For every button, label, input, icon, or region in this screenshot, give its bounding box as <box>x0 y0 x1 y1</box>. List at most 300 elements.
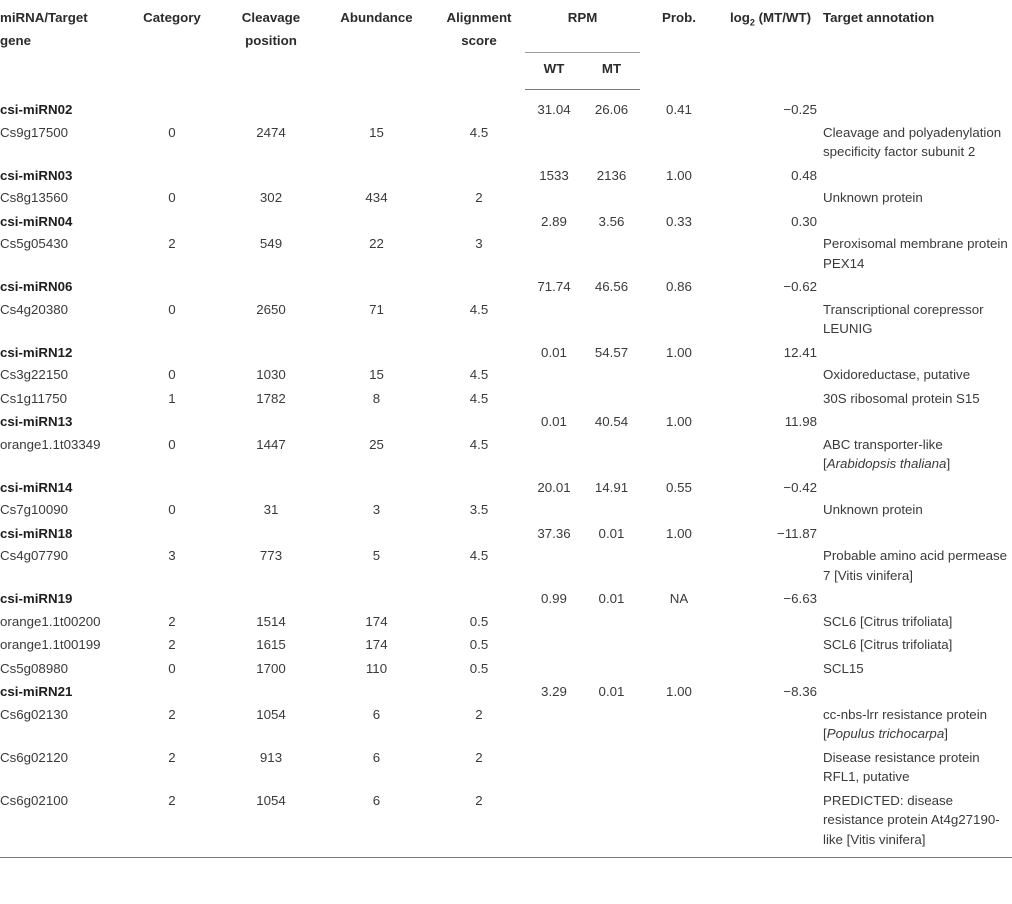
log2-ratio-value: −0.62 <box>783 279 817 294</box>
empty-cell <box>640 432 718 475</box>
target-gene-row <box>0 632 1012 656</box>
empty-cell <box>583 702 640 745</box>
rpm-wt-value: 1533 <box>539 167 569 183</box>
target-annotation-value <box>823 297 1012 340</box>
category-value: 2 <box>122 788 222 858</box>
target-gene-row <box>0 702 1012 745</box>
abundance-value: 434 <box>365 190 388 205</box>
empty-cell <box>640 543 718 586</box>
empty-cell <box>823 274 1012 297</box>
header-cleavage-position: Cleavage position <box>241 10 301 48</box>
category-value: 0 <box>168 301 176 317</box>
abundance-value: 25 <box>369 436 384 452</box>
empty-cell <box>122 163 222 186</box>
table-header <box>0 0 1012 90</box>
header-mirna-target: miRNA/Target gene <box>0 10 88 48</box>
cleavage-position-value: 1514 <box>256 613 286 629</box>
header-log2-ratio: $\log_2 (MT/WT)$ <box>729 10 812 28</box>
empty-cell <box>640 231 718 274</box>
target-gene-row <box>0 543 1012 586</box>
target-gene-id: Cs6g02130 <box>0 706 69 722</box>
alignment-score-value: 2 <box>433 788 525 858</box>
target-gene-row <box>0 432 1012 475</box>
target-gene-id: Cs9g17500 <box>0 124 69 140</box>
alignment-score-value: 3 <box>475 236 483 251</box>
target-annotation-value <box>823 609 1012 633</box>
empty-cell <box>433 475 525 498</box>
empty-cell <box>718 362 823 386</box>
empty-cell <box>718 702 823 745</box>
mirna-name: csi-miRN04 <box>0 213 73 229</box>
target-gene-row <box>0 497 1012 521</box>
rpm-wt-value: 0.99 <box>541 591 567 606</box>
empty-cell <box>320 679 433 702</box>
annotation-text: SCL6 [Citrus trifoliata] <box>823 613 953 629</box>
empty-cell <box>823 340 1012 363</box>
rpm-mt-value: 0.01 <box>598 591 625 606</box>
empty-cell <box>320 475 433 498</box>
empty-cell <box>525 297 583 340</box>
rpm-mt-value: 26.06 <box>594 102 629 117</box>
mirna-name: csi-miRN03 <box>0 167 73 183</box>
mirna-group-row <box>0 90 1012 120</box>
empty-cell <box>525 543 583 586</box>
empty-cell <box>718 231 823 274</box>
abundance-value: 5 <box>372 548 381 563</box>
cleavage-position-value: 31 <box>263 502 279 517</box>
annotation-text: Unknown protein <box>823 502 923 517</box>
mirna-name: csi-miRN02 <box>0 101 73 117</box>
mirna-group-row <box>0 340 1012 363</box>
empty-cell <box>122 90 222 120</box>
empty-cell <box>433 163 525 186</box>
target-annotation-value <box>823 497 1012 521</box>
rpm-wt-value: 0.01 <box>541 414 567 429</box>
empty-cell <box>222 679 320 702</box>
empty-cell <box>823 209 1012 232</box>
empty-cell <box>525 656 583 680</box>
category-value: 0 <box>168 124 176 140</box>
target-annotation-value <box>823 656 1012 680</box>
alignment-score-value: 2 <box>475 706 483 722</box>
prob-value: 1.00 <box>666 525 692 541</box>
annotation-text: Transcriptional corepressor LEUNIG <box>823 301 984 336</box>
alignment-score-value: 4.5 <box>469 436 489 452</box>
empty-cell <box>222 209 320 232</box>
empty-cell <box>525 702 583 745</box>
annotation-text: Cleavage and polyadenylation specificity factor subunit 2 <box>823 124 1002 159</box>
header-alignment-score: Alignment score <box>446 10 512 48</box>
alignment-score-value: 2 <box>475 749 483 765</box>
target-gene-row <box>0 231 1012 274</box>
empty-cell <box>525 632 583 656</box>
empty-cell <box>320 586 433 609</box>
empty-cell <box>583 543 640 586</box>
empty-cell <box>525 432 583 475</box>
abundance-value: 3 <box>372 502 381 517</box>
abundance-value: 110 <box>365 660 388 676</box>
empty-cell <box>320 521 433 544</box>
target-gene-id: Cs5g05430 <box>0 236 69 251</box>
target-gene-row <box>0 656 1012 680</box>
mirna-name: csi-miRN19 <box>0 591 73 606</box>
target-annotation-value <box>823 745 1012 788</box>
empty-cell <box>583 656 640 680</box>
empty-cell <box>640 120 718 163</box>
prob-value: 1.00 <box>666 684 692 699</box>
header-prob: Prob. <box>662 10 696 25</box>
table-body <box>0 90 1012 858</box>
empty-cell <box>320 274 433 297</box>
empty-cell <box>222 521 320 544</box>
abundance-value: 6 <box>320 788 433 858</box>
mirna-group-row <box>0 679 1012 702</box>
category-value: 1 <box>168 390 176 406</box>
empty-cell <box>122 340 222 363</box>
log2-ratio-value: −0.42 <box>783 479 817 495</box>
empty-cell <box>583 632 640 656</box>
empty-cell <box>718 185 823 209</box>
rpm-wt-value: 31.04 <box>537 102 571 117</box>
target-gene-id: Cs1g11750 <box>0 390 68 406</box>
annotation-closing: ] <box>946 456 951 471</box>
empty-cell <box>718 432 823 475</box>
target-annotation-value <box>823 788 1012 858</box>
empty-cell <box>583 609 640 633</box>
header-wt: WT <box>525 53 583 90</box>
alignment-score-value: 0.5 <box>469 660 489 676</box>
prob-value: 0.41 <box>666 101 692 117</box>
cleavage-position-value: 2650 <box>256 301 286 317</box>
mirna-name: csi-miRN06 <box>0 279 73 294</box>
log2-ratio-value: 0.30 <box>791 213 817 229</box>
mirna-group-row <box>0 475 1012 498</box>
empty-cell <box>583 120 640 163</box>
cleavage-position-value: 1615 <box>256 637 286 652</box>
cleavage-position-value: 1054 <box>256 706 286 722</box>
target-annotation-value <box>823 231 1012 274</box>
log2-ratio-value: −6.63 <box>783 591 817 606</box>
empty-cell <box>640 745 718 788</box>
empty-cell <box>718 609 823 633</box>
empty-cell <box>433 209 525 232</box>
prob-value: 1.00 <box>666 167 692 183</box>
empty-cell <box>122 209 222 232</box>
prob-value: 0.86 <box>666 279 692 294</box>
cleavage-position-value: 1700 <box>256 660 286 676</box>
rpm-wt-value: 37.36 <box>537 525 571 541</box>
empty-cell <box>222 163 320 186</box>
target-gene-id: orange1.1t00200 <box>0 613 101 629</box>
target-gene-id: orange1.1t03349 <box>0 436 101 452</box>
log2-ratio-value: 11.98 <box>784 414 817 429</box>
empty-cell <box>583 362 640 386</box>
alignment-score-value: 0.5 <box>469 637 489 652</box>
annotation-text: cc-nbs-lrr resistance protein [ <box>823 706 988 741</box>
empty-cell <box>320 209 433 232</box>
empty-cell <box>640 297 718 340</box>
target-gene-row <box>0 386 1012 410</box>
category-value: 3 <box>168 548 176 563</box>
prob-value: 1.00 <box>666 414 692 429</box>
empty-cell <box>222 90 320 120</box>
cleavage-position-value: 1054 <box>222 788 320 858</box>
empty-cell <box>640 656 718 680</box>
empty-cell <box>222 274 320 297</box>
annotation-text: SCL15 <box>823 660 864 676</box>
target-annotation-value <box>823 362 1012 386</box>
mirna-group-row <box>0 586 1012 609</box>
empty-cell <box>718 745 823 788</box>
header-category: Category <box>143 10 201 25</box>
cleavage-position-value: 1030 <box>256 367 286 382</box>
annotation-text: 30S ribosomal protein S15 <box>823 390 980 406</box>
category-value: 2 <box>168 236 176 251</box>
header-mt: MT <box>583 53 640 90</box>
annotation-species-italic: Arabidopsis thaliana <box>826 456 947 471</box>
empty-cell <box>525 497 583 521</box>
empty-cell <box>718 788 823 858</box>
abundance-value: 8 <box>372 390 381 406</box>
empty-cell <box>583 386 640 410</box>
rpm-mt-value: 54.57 <box>594 344 629 360</box>
empty-cell <box>823 409 1012 432</box>
target-gene-id: Cs7g10090 <box>0 502 69 517</box>
log2-ratio-value: 12.41 <box>783 344 817 360</box>
empty-cell <box>525 386 583 410</box>
mirna-name: csi-miRN12 <box>0 344 73 360</box>
abundance-value: 174 <box>365 613 388 629</box>
target-gene-row <box>0 120 1012 163</box>
abundance-value: 6 <box>372 706 381 722</box>
empty-cell <box>433 340 525 363</box>
empty-cell <box>718 120 823 163</box>
target-annotation-value <box>823 185 1012 209</box>
prob-value: NA <box>669 591 689 606</box>
empty-cell <box>823 90 1012 120</box>
empty-cell <box>122 679 222 702</box>
cleavage-position-value: 913 <box>259 749 283 765</box>
rpm-mt-value: 0.01 <box>598 525 625 541</box>
annotation-text: Peroxisomal membrane protein PEX14 <box>823 236 1008 271</box>
annotation-text: Probable amino acid permease 7 [Vitis vinifera] <box>823 548 1008 583</box>
annotation-closing: ] <box>944 726 948 741</box>
empty-cell <box>222 409 320 432</box>
rpm-mt-value: 2136 <box>596 167 627 183</box>
target-gene-id: Cs6g02120 <box>0 749 69 765</box>
target-gene-row <box>0 362 1012 386</box>
annotation-species-italic: Populus trichocarpa <box>826 726 945 741</box>
rpm-wt-value: 3.29 <box>541 684 567 699</box>
empty-cell <box>122 475 222 498</box>
target-gene-row <box>0 185 1012 209</box>
abundance-value: 15 <box>369 367 384 382</box>
abundance-value: 15 <box>369 124 384 140</box>
empty-cell <box>122 409 222 432</box>
empty-cell <box>320 340 433 363</box>
mirna-group-row <box>0 409 1012 432</box>
rpm-mt-value: 40.54 <box>594 414 629 429</box>
annotation-text: SCL6 [Citrus trifoliata] <box>823 637 953 652</box>
category-value: 0 <box>168 660 176 676</box>
empty-cell <box>583 297 640 340</box>
category-value: 0 <box>168 190 176 205</box>
empty-cell <box>640 362 718 386</box>
mirna-name: csi-miRN21 <box>0 684 73 699</box>
annotation-text: PREDICTED: disease resistance protein At4g27190-like [Vitis vinifera] <box>823 792 1000 847</box>
header-abundance: Abundance <box>340 10 413 25</box>
mirna-group-row <box>0 209 1012 232</box>
alignment-score-value: 3.5 <box>469 502 489 517</box>
header-target-annotation: Target annotation <box>823 10 935 25</box>
abundance-value: 22 <box>369 236 384 251</box>
target-gene-id: Cs6g02100 <box>0 788 122 858</box>
cleavage-position-value: 302 <box>259 190 283 205</box>
target-gene-row <box>0 745 1012 788</box>
log2-ratio-value: −8.36 <box>783 684 817 699</box>
empty-cell <box>525 362 583 386</box>
rpm-mt-value: 0.01 <box>598 684 625 699</box>
empty-cell <box>583 185 640 209</box>
empty-cell <box>122 521 222 544</box>
annotation-text: ABC transporter-like [ <box>823 436 943 471</box>
alignment-score-value: 4.5 <box>469 301 489 317</box>
category-value: 0 <box>168 502 176 517</box>
empty-cell <box>222 340 320 363</box>
log2-ratio-value: 0.48 <box>791 167 817 183</box>
empty-cell <box>320 409 433 432</box>
mirna-name: csi-miRN18 <box>0 525 73 541</box>
alignment-score-value: 2 <box>475 190 483 205</box>
cleavage-position-value: 773 <box>259 548 283 563</box>
cleavage-position-value: 1447 <box>256 436 286 452</box>
rpm-mt-value: 3.56 <box>598 213 625 229</box>
target-annotation-value <box>823 632 1012 656</box>
empty-cell <box>525 745 583 788</box>
empty-cell <box>823 163 1012 186</box>
empty-cell <box>823 679 1012 702</box>
target-gene-row <box>0 788 1012 858</box>
target-gene-id: Cs3g22150 <box>0 367 69 382</box>
rpm-mt-value: 14.91 <box>594 479 629 495</box>
abundance-value: 71 <box>369 301 384 317</box>
annotation-text: Oxidoreductase, putative <box>823 367 971 382</box>
category-value: 2 <box>168 706 176 722</box>
mirna-name: csi-miRN14 <box>0 479 73 495</box>
empty-cell <box>583 788 640 858</box>
cleavage-position-value: 1782 <box>256 390 286 406</box>
abundance-value: 6 <box>372 749 381 765</box>
target-annotation-value <box>823 432 1012 475</box>
target-annotation-value <box>823 702 1012 745</box>
empty-cell <box>433 521 525 544</box>
category-value: 2 <box>168 637 176 652</box>
empty-cell <box>718 386 823 410</box>
alignment-score-value: 4.5 <box>469 548 489 563</box>
empty-cell <box>718 297 823 340</box>
empty-cell <box>525 788 583 858</box>
rpm-wt-value: 0.01 <box>541 344 567 360</box>
empty-cell <box>640 632 718 656</box>
empty-cell <box>525 609 583 633</box>
mirna-group-row <box>0 521 1012 544</box>
target-gene-id: Cs4g20380 <box>0 301 69 317</box>
target-annotation-value <box>823 543 1012 586</box>
empty-cell <box>823 521 1012 544</box>
target-gene-id: Cs5g08980 <box>0 660 69 676</box>
empty-cell <box>525 185 583 209</box>
empty-cell <box>718 632 823 656</box>
empty-cell <box>640 702 718 745</box>
target-gene-id: orange1.1t00199 <box>0 637 101 652</box>
cleavage-position-value: 2474 <box>256 124 286 140</box>
mirna-group-row <box>0 163 1012 186</box>
abundance-value: 174 <box>365 637 388 652</box>
target-gene-row <box>0 297 1012 340</box>
alignment-score-value: 4.5 <box>469 390 489 406</box>
empty-cell <box>433 586 525 609</box>
target-gene-id: Cs8g13560 <box>0 190 69 205</box>
empty-cell <box>122 274 222 297</box>
empty-cell <box>718 497 823 521</box>
log2-ratio-value: −11.87 <box>776 525 817 541</box>
rpm-wt-value: 20.01 <box>537 479 571 495</box>
empty-cell <box>718 656 823 680</box>
target-gene-row <box>0 609 1012 633</box>
category-value: 2 <box>168 613 176 629</box>
empty-cell <box>640 386 718 410</box>
target-gene-id: Cs4g07790 <box>0 548 69 563</box>
cleavage-position-value: 549 <box>259 236 283 251</box>
empty-cell <box>583 745 640 788</box>
empty-cell <box>640 788 718 858</box>
annotation-text: Unknown protein <box>823 190 923 205</box>
prob-value: 1.00 <box>666 344 692 360</box>
empty-cell <box>583 432 640 475</box>
log2-ratio-value: −0.25 <box>783 101 817 117</box>
rpm-mt-value: 46.56 <box>594 279 629 294</box>
prob-value: 0.33 <box>666 213 692 229</box>
empty-cell <box>823 475 1012 498</box>
empty-cell <box>583 231 640 274</box>
empty-cell <box>525 231 583 274</box>
alignment-score-value: 0.5 <box>469 613 489 629</box>
alignment-score-value: 4.5 <box>469 124 489 140</box>
mirna-group-row <box>0 274 1012 297</box>
empty-cell <box>433 409 525 432</box>
empty-cell <box>718 543 823 586</box>
mirna-name: csi-miRN13 <box>0 414 73 429</box>
target-annotation-value <box>823 120 1012 163</box>
empty-cell <box>433 90 525 120</box>
rpm-wt-value: 2.89 <box>541 213 567 229</box>
empty-cell <box>640 497 718 521</box>
rpm-wt-value: 71.74 <box>537 279 571 294</box>
alignment-score-value: 4.5 <box>469 367 489 382</box>
empty-cell <box>433 679 525 702</box>
empty-cell <box>640 609 718 633</box>
empty-cell <box>320 90 433 120</box>
category-value: 0 <box>168 436 176 452</box>
prob-value: 0.55 <box>666 479 692 495</box>
empty-cell <box>320 163 433 186</box>
empty-cell <box>222 475 320 498</box>
empty-cell <box>525 120 583 163</box>
target-annotation-value <box>823 386 1012 410</box>
empty-cell <box>222 586 320 609</box>
empty-cell <box>583 497 640 521</box>
annotation-text: Disease resistance protein RFL1, putative <box>823 749 980 784</box>
